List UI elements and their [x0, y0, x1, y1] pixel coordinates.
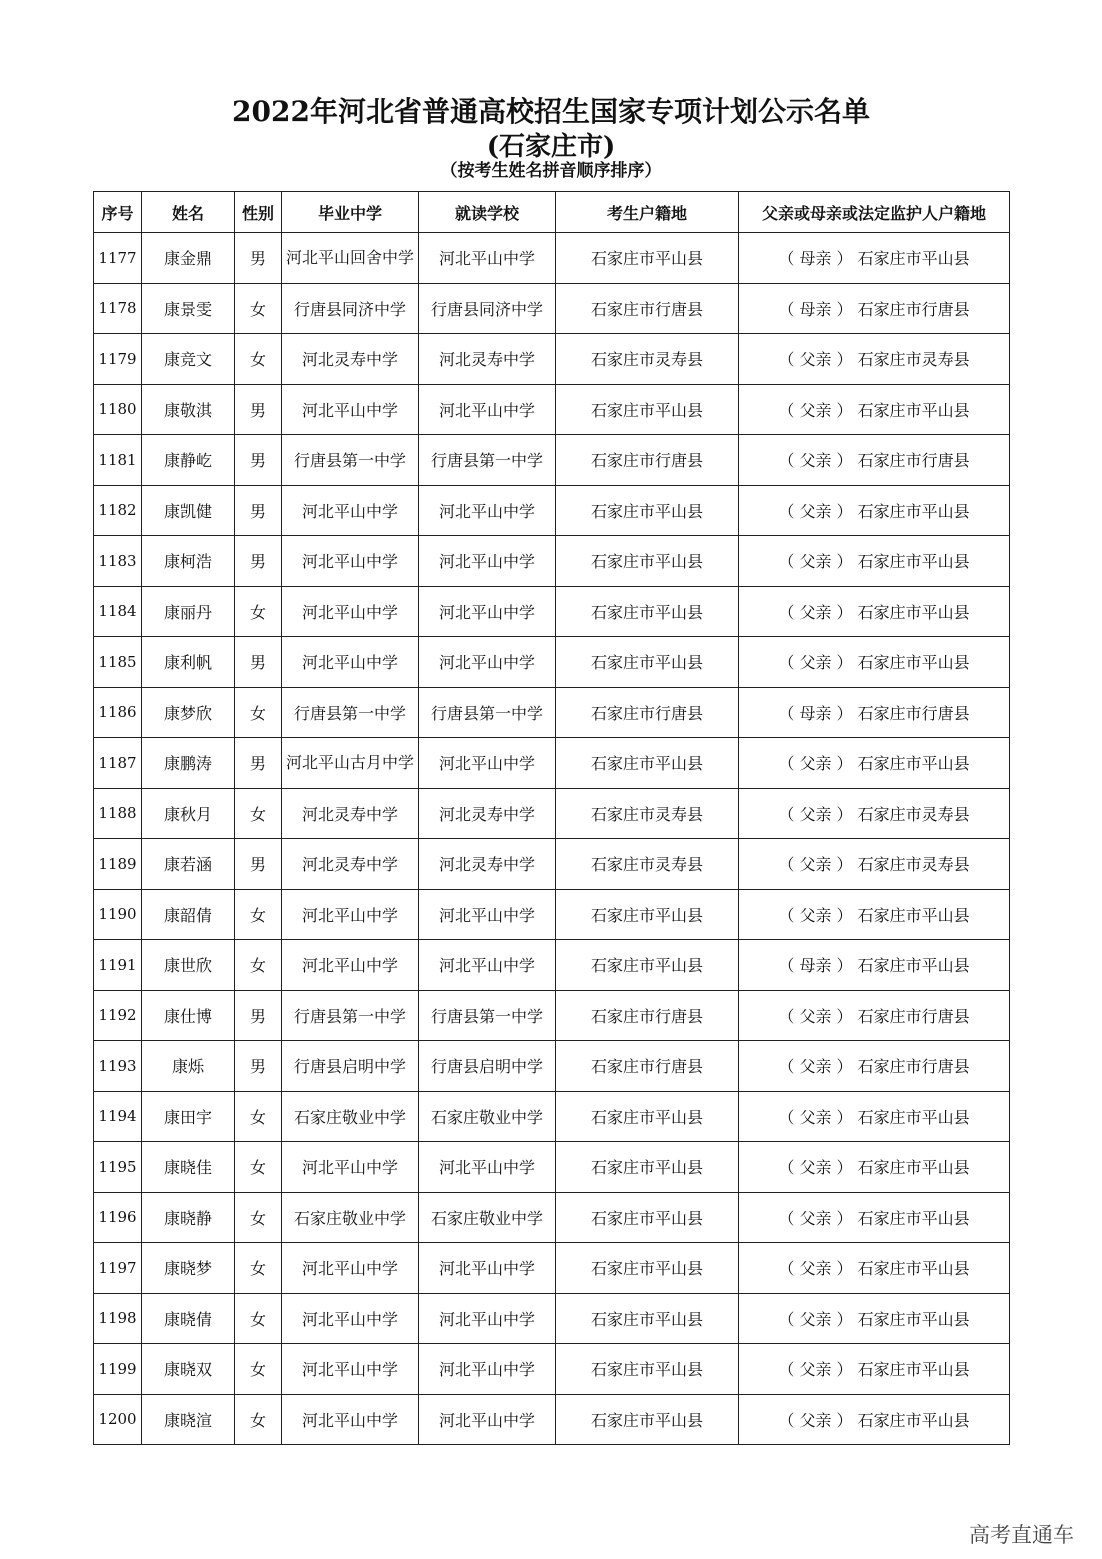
cell-seq: 1191	[94, 940, 142, 991]
cell-guardian-hukou: （ 父亲 ） 石家庄市平山县	[739, 586, 1010, 637]
cell-seq: 1195	[94, 1142, 142, 1193]
cell-graduated-school: 行唐县同济中学	[282, 283, 419, 334]
cell-hukou: 石家庄市平山县	[556, 1243, 739, 1294]
cell-current-school: 河北灵寿中学	[419, 839, 556, 890]
cell-current-school: 行唐县同济中学	[419, 283, 556, 334]
cell-seq: 1182	[94, 485, 142, 536]
cell-graduated-school: 河北平山中学	[282, 384, 419, 435]
cell-current-school: 河北平山中学	[419, 889, 556, 940]
cell-graduated-school: 河北平山回舍中学	[282, 233, 419, 284]
cell-hukou: 石家庄市平山县	[556, 1091, 739, 1142]
cell-current-school: 行唐县第一中学	[419, 687, 556, 738]
cell-seq: 1186	[94, 687, 142, 738]
cell-current-school: 行唐县第一中学	[419, 435, 556, 486]
cell-name: 康若涵	[142, 839, 235, 890]
cell-guardian-hukou: （ 父亲 ） 石家庄市平山县	[739, 1142, 1010, 1193]
cell-graduated-school: 河北平山中学	[282, 1344, 419, 1395]
cell-name: 康利帆	[142, 637, 235, 688]
cell-gender: 女	[235, 586, 282, 637]
cell-name: 康敬淇	[142, 384, 235, 435]
table-row	[94, 1243, 1010, 1294]
cell-guardian-hukou: （ 母亲 ） 石家庄市行唐县	[739, 283, 1010, 334]
cell-seq: 1178	[94, 283, 142, 334]
cell-guardian-hukou: （ 父亲 ） 石家庄市平山县	[739, 889, 1010, 940]
table-row	[94, 586, 1010, 637]
cell-graduated-school: 河北灵寿中学	[282, 334, 419, 385]
cell-graduated-school: 河北平山中学	[282, 1243, 419, 1294]
cell-guardian-hukou: （ 父亲 ） 石家庄市行唐县	[739, 435, 1010, 486]
cell-current-school: 石家庄敬业中学	[419, 1091, 556, 1142]
cell-guardian-hukou: （ 父亲 ） 石家庄市平山县	[739, 637, 1010, 688]
cell-name: 康世欣	[142, 940, 235, 991]
cell-graduated-school: 行唐县第一中学	[282, 687, 419, 738]
cell-seq: 1183	[94, 536, 142, 587]
cell-current-school: 河北平山中学	[419, 536, 556, 587]
cell-graduated-school: 行唐县启明中学	[282, 1041, 419, 1092]
cell-name: 康静屹	[142, 435, 235, 486]
cell-current-school: 河北平山中学	[419, 1293, 556, 1344]
column-header-hukou: 考生户籍地	[556, 192, 739, 233]
cell-gender: 男	[235, 435, 282, 486]
cell-name: 康晓双	[142, 1344, 235, 1395]
cell-name: 康梦欣	[142, 687, 235, 738]
cell-gender: 女	[235, 283, 282, 334]
table-row	[94, 1091, 1010, 1142]
cell-seq: 1193	[94, 1041, 142, 1092]
cell-graduated-school: 河北平山古月中学	[282, 738, 419, 789]
cell-gender: 女	[235, 1192, 282, 1243]
column-header-seq: 序号	[94, 192, 142, 233]
cell-current-school: 河北平山中学	[419, 940, 556, 991]
cell-seq: 1184	[94, 586, 142, 637]
table-row	[94, 940, 1010, 991]
table-row	[94, 536, 1010, 587]
cell-guardian-hukou: （ 父亲 ） 石家庄市灵寿县	[739, 839, 1010, 890]
cell-guardian-hukou: （ 父亲 ） 石家庄市行唐县	[739, 1041, 1010, 1092]
cell-gender: 女	[235, 687, 282, 738]
cell-hukou: 石家庄市平山县	[556, 384, 739, 435]
table-row	[94, 384, 1010, 435]
cell-gender: 男	[235, 233, 282, 284]
cell-graduated-school: 石家庄敬业中学	[282, 1091, 419, 1142]
cell-guardian-hukou: （ 父亲 ） 石家庄市平山县	[739, 1192, 1010, 1243]
table-row	[94, 485, 1010, 536]
cell-name: 康韶倩	[142, 889, 235, 940]
cell-hukou: 石家庄市平山县	[556, 1192, 739, 1243]
cell-seq: 1192	[94, 990, 142, 1041]
cell-graduated-school: 河北平山中学	[282, 1394, 419, 1445]
table-row	[94, 738, 1010, 789]
table-row	[94, 637, 1010, 688]
cell-name: 康田宇	[142, 1091, 235, 1142]
cell-name: 康竞文	[142, 334, 235, 385]
cell-seq: 1177	[94, 233, 142, 284]
cell-graduated-school: 河北平山中学	[282, 536, 419, 587]
cell-name: 康景雯	[142, 283, 235, 334]
cell-current-school: 河北平山中学	[419, 1394, 556, 1445]
cell-hukou: 石家庄市平山县	[556, 637, 739, 688]
cell-seq: 1185	[94, 637, 142, 688]
cell-hukou: 石家庄市行唐县	[556, 1041, 739, 1092]
roster-table	[93, 191, 1010, 1445]
cell-graduated-school: 河北平山中学	[282, 485, 419, 536]
cell-seq: 1179	[94, 334, 142, 385]
cell-hukou: 石家庄市平山县	[556, 1293, 739, 1344]
table-row	[94, 283, 1010, 334]
cell-hukou: 石家庄市平山县	[556, 536, 739, 587]
table-header-row	[94, 192, 1010, 233]
cell-hukou: 石家庄市灵寿县	[556, 839, 739, 890]
cell-gender: 女	[235, 889, 282, 940]
cell-hukou: 石家庄市灵寿县	[556, 334, 739, 385]
cell-seq: 1187	[94, 738, 142, 789]
cell-seq: 1181	[94, 435, 142, 486]
cell-hukou: 石家庄市平山县	[556, 940, 739, 991]
cell-name: 康晓佳	[142, 1142, 235, 1193]
cell-graduated-school: 河北平山中学	[282, 586, 419, 637]
cell-gender: 男	[235, 839, 282, 890]
table-row	[94, 1293, 1010, 1344]
cell-gender: 女	[235, 940, 282, 991]
cell-hukou: 石家庄市平山县	[556, 1394, 739, 1445]
cell-name: 康晓梦	[142, 1243, 235, 1294]
cell-current-school: 石家庄敬业中学	[419, 1192, 556, 1243]
cell-hukou: 石家庄市平山县	[556, 586, 739, 637]
cell-current-school: 行唐县启明中学	[419, 1041, 556, 1092]
table-row	[94, 990, 1010, 1041]
cell-seq: 1199	[94, 1344, 142, 1395]
cell-hukou: 石家庄市灵寿县	[556, 788, 739, 839]
cell-name: 康金鼎	[142, 233, 235, 284]
cell-graduated-school: 河北平山中学	[282, 1293, 419, 1344]
cell-current-school: 河北灵寿中学	[419, 334, 556, 385]
cell-gender: 男	[235, 485, 282, 536]
cell-gender: 女	[235, 1344, 282, 1395]
cell-hukou: 石家庄市行唐县	[556, 435, 739, 486]
cell-name: 康柯浩	[142, 536, 235, 587]
table-row	[94, 788, 1010, 839]
cell-seq: 1180	[94, 384, 142, 435]
cell-guardian-hukou: （ 父亲 ） 石家庄市灵寿县	[739, 788, 1010, 839]
cell-current-school: 河北平山中学	[419, 233, 556, 284]
cell-gender: 女	[235, 1243, 282, 1294]
cell-gender: 男	[235, 738, 282, 789]
cell-guardian-hukou: （ 母亲 ） 石家庄市平山县	[739, 233, 1010, 284]
cell-guardian-hukou: （ 父亲 ） 石家庄市平山县	[739, 738, 1010, 789]
table-row	[94, 1192, 1010, 1243]
cell-name: 康秋月	[142, 788, 235, 839]
column-header-current-school: 就读学校	[419, 192, 556, 233]
cell-current-school: 河北平山中学	[419, 384, 556, 435]
cell-gender: 男	[235, 990, 282, 1041]
cell-guardian-hukou: （ 父亲 ） 石家庄市平山县	[739, 1394, 1010, 1445]
cell-seq: 1197	[94, 1243, 142, 1294]
cell-current-school: 河北平山中学	[419, 1344, 556, 1395]
cell-gender: 女	[235, 1394, 282, 1445]
cell-graduated-school: 行唐县第一中学	[282, 990, 419, 1041]
table-row	[94, 435, 1010, 486]
cell-name: 康晓静	[142, 1192, 235, 1243]
cell-graduated-school: 河北平山中学	[282, 889, 419, 940]
table-row	[94, 1041, 1010, 1092]
cell-hukou: 石家庄市平山县	[556, 1142, 739, 1193]
cell-guardian-hukou: （ 母亲 ） 石家庄市行唐县	[739, 687, 1010, 738]
cell-seq: 1188	[94, 788, 142, 839]
cell-current-school: 河北平山中学	[419, 1142, 556, 1193]
cell-hukou: 石家庄市行唐县	[556, 990, 739, 1041]
cell-hukou: 石家庄市平山县	[556, 889, 739, 940]
page-title: 2022年河北省普通高校招生国家专项计划公示名单	[232, 95, 870, 128]
cell-hukou: 石家庄市平山县	[556, 233, 739, 284]
cell-current-school: 河北平山中学	[419, 738, 556, 789]
cell-current-school: 河北平山中学	[419, 586, 556, 637]
cell-guardian-hukou: （ 父亲 ） 石家庄市平山县	[739, 1344, 1010, 1395]
cell-guardian-hukou: （ 父亲 ） 石家庄市行唐县	[739, 990, 1010, 1041]
table-row	[94, 687, 1010, 738]
cell-name: 康晓倩	[142, 1293, 235, 1344]
cell-name: 康凯健	[142, 485, 235, 536]
column-header-graduated-school: 毕业中学	[282, 192, 419, 233]
cell-name: 康丽丹	[142, 586, 235, 637]
cell-graduated-school: 河北平山中学	[282, 637, 419, 688]
cell-gender: 女	[235, 1091, 282, 1142]
cell-seq: 1194	[94, 1091, 142, 1142]
cell-name: 康仕博	[142, 990, 235, 1041]
city-subtitle: (石家庄市)	[486, 132, 616, 162]
cell-seq: 1198	[94, 1293, 142, 1344]
cell-guardian-hukou: （ 父亲 ） 石家庄市平山县	[739, 384, 1010, 435]
cell-guardian-hukou: （ 父亲 ） 石家庄市灵寿县	[739, 334, 1010, 385]
cell-seq: 1189	[94, 839, 142, 890]
cell-current-school: 河北平山中学	[419, 485, 556, 536]
cell-current-school: 河北平山中学	[419, 1243, 556, 1294]
cell-current-school: 河北灵寿中学	[419, 788, 556, 839]
cell-gender: 男	[235, 1041, 282, 1092]
cell-hukou: 石家庄市行唐县	[556, 283, 739, 334]
cell-guardian-hukou: （ 父亲 ） 石家庄市平山县	[739, 485, 1010, 536]
cell-hukou: 石家庄市行唐县	[556, 687, 739, 738]
cell-gender: 女	[235, 334, 282, 385]
table-row	[94, 1344, 1010, 1395]
cell-graduated-school: 河北平山中学	[282, 940, 419, 991]
watermark: 高考直通车	[969, 1523, 1074, 1547]
cell-seq: 1196	[94, 1192, 142, 1243]
cell-hukou: 石家庄市平山县	[556, 1344, 739, 1395]
cell-gender: 女	[235, 1142, 282, 1193]
cell-gender: 女	[235, 1293, 282, 1344]
cell-graduated-school: 石家庄敬业中学	[282, 1192, 419, 1243]
cell-gender: 男	[235, 536, 282, 587]
table-row	[94, 334, 1010, 385]
cell-hukou: 石家庄市平山县	[556, 485, 739, 536]
cell-graduated-school: 河北灵寿中学	[282, 839, 419, 890]
cell-gender: 男	[235, 637, 282, 688]
column-header-name: 姓名	[142, 192, 235, 233]
cell-guardian-hukou: （ 父亲 ） 石家庄市平山县	[739, 1243, 1010, 1294]
cell-guardian-hukou: （ 父亲 ） 石家庄市平山县	[739, 536, 1010, 587]
cell-name: 康烁	[142, 1041, 235, 1092]
cell-guardian-hukou: （ 父亲 ） 石家庄市平山县	[739, 1091, 1010, 1142]
cell-guardian-hukou: （ 父亲 ） 石家庄市平山县	[739, 1293, 1010, 1344]
table-row	[94, 233, 1010, 284]
column-header-guardian-hukou: 父亲或母亲或法定监护人户籍地	[739, 192, 1010, 233]
cell-graduated-school: 河北平山中学	[282, 1142, 419, 1193]
cell-gender: 女	[235, 788, 282, 839]
cell-graduated-school: 河北灵寿中学	[282, 788, 419, 839]
cell-seq: 1200	[94, 1394, 142, 1445]
column-header-gender: 性别	[235, 192, 282, 233]
cell-current-school: 行唐县第一中学	[419, 990, 556, 1041]
table-row	[94, 889, 1010, 940]
cell-seq: 1190	[94, 889, 142, 940]
table-row	[94, 1394, 1010, 1445]
cell-guardian-hukou: （ 母亲 ） 石家庄市平山县	[739, 940, 1010, 991]
cell-gender: 男	[235, 384, 282, 435]
cell-current-school: 河北平山中学	[419, 637, 556, 688]
sort-note: （按考生姓名拼音顺序排序）	[440, 161, 662, 181]
table-row	[94, 839, 1010, 890]
table-row	[94, 1142, 1010, 1193]
cell-name: 康鹏涛	[142, 738, 235, 789]
cell-hukou: 石家庄市平山县	[556, 738, 739, 789]
cell-graduated-school: 行唐县第一中学	[282, 435, 419, 486]
cell-name: 康晓渲	[142, 1394, 235, 1445]
